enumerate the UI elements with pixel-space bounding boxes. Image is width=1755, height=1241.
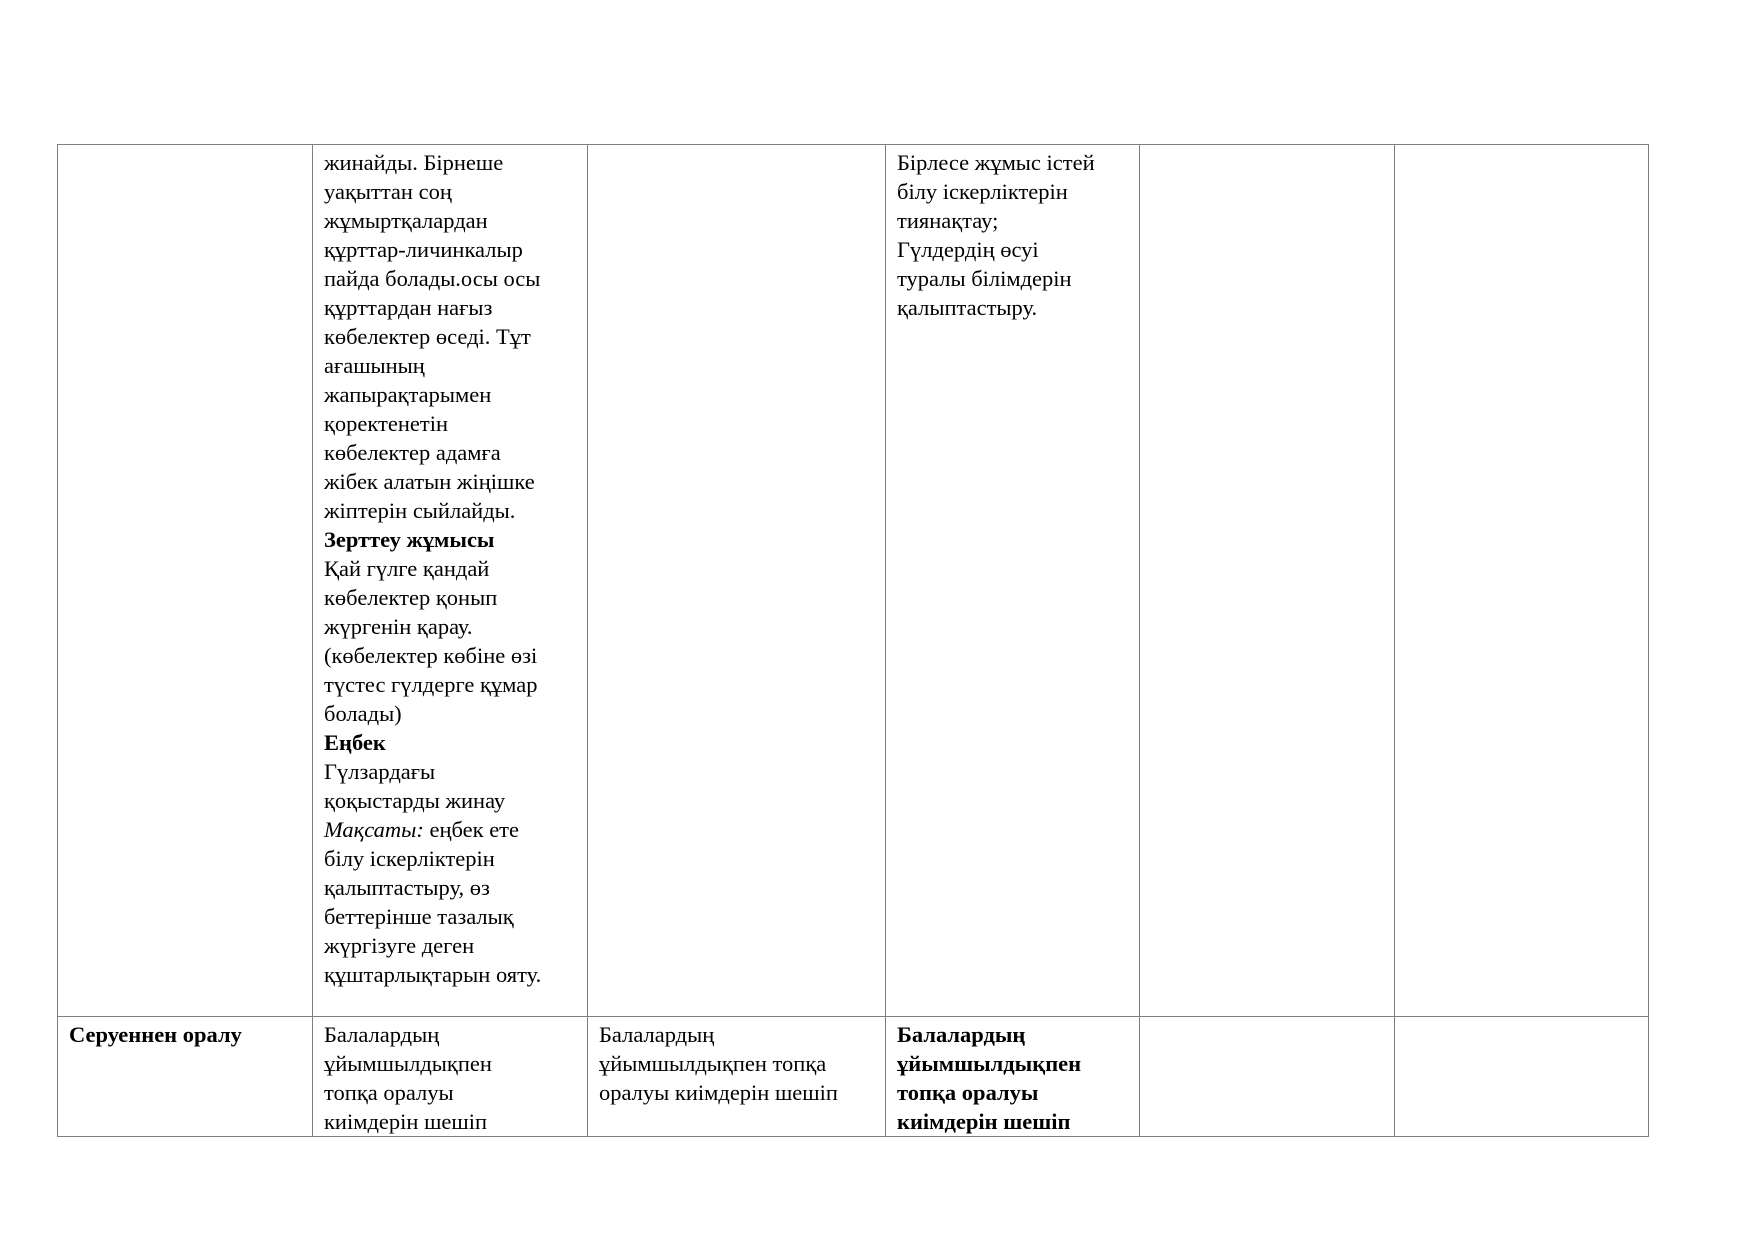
table-cell (886, 145, 1140, 1017)
text-line: пайда болады.осы осы (324, 266, 541, 291)
text-line: қалыптастыру. (897, 295, 1038, 320)
text-line: топқа оралуы (897, 1080, 1039, 1105)
text-line: білу іскерліктерін (897, 179, 1068, 204)
text-line: жіптерін сыйлайды. (324, 498, 516, 523)
text-line: оралуы киімдерін шешіп (599, 1080, 838, 1105)
text-line: Гүлзардағы (324, 759, 436, 784)
text-line: Қай гүлге қандай (324, 556, 490, 581)
table-cell (58, 145, 313, 1017)
text-line: Гүлдердің өсуі (897, 237, 1039, 262)
text-line: жұмыртқалардан (324, 208, 488, 233)
goal-label: Мақсаты: (324, 817, 424, 842)
text-line: құрттардан нағыз (324, 295, 493, 320)
table-cell (313, 145, 588, 1017)
text-line: көбелектер адамға (324, 440, 501, 465)
text-line: Балалардың (599, 1022, 715, 1047)
text-line: Балалардың (897, 1022, 1026, 1047)
text-line: жүргізуге деген (324, 933, 475, 958)
table-cell (1395, 145, 1649, 1017)
text-line: жапырақтарымен (324, 382, 492, 407)
table-row (58, 145, 1649, 1017)
table-cell (588, 1017, 886, 1137)
text-line: беттерінше тазалық (324, 904, 514, 929)
labor-heading: Еңбек (324, 730, 386, 755)
text-line: ұйымшылдықпен (324, 1051, 492, 1076)
text-line: түстес гүлдерге құмар (324, 672, 538, 697)
text-line: қоректенетін (324, 411, 449, 436)
text-line: тиянақтау; (897, 208, 999, 233)
text-line: киімдерін шешіп (324, 1109, 487, 1134)
text-line: білу іскерліктерін (324, 846, 495, 871)
table-cell (1140, 1017, 1395, 1137)
table-cell (1140, 145, 1395, 1017)
text-line: жібек алатын жіңішке (324, 469, 535, 494)
text-line: ағашының (324, 353, 425, 378)
row-label: Серуеннен оралу (69, 1022, 242, 1047)
text-line: болады) (324, 701, 402, 726)
table-cell (1395, 1017, 1649, 1137)
text-line: киімдерін шешіп (897, 1109, 1071, 1134)
table-cell (313, 1017, 588, 1137)
table-cell (58, 1017, 313, 1137)
text-line: (көбелектер көбіне өзі (324, 643, 538, 668)
text-line: Бірлесе жұмыс істей (897, 150, 1095, 175)
research-heading: Зерттеу жұмысы (324, 527, 495, 552)
goal-line (324, 815, 576, 844)
text-line: жинайды. Бірнеше (324, 150, 504, 175)
table-row (58, 1017, 1649, 1137)
text-line: көбелектер қонып (324, 585, 498, 610)
text-line: уақыттан соң (324, 179, 452, 204)
text-line: туралы білімдерін (897, 266, 1072, 291)
table-cell (886, 1017, 1140, 1137)
text-line: топқа оралуы (324, 1080, 454, 1105)
text-line: ұйымшылдықпен топқа (599, 1051, 827, 1076)
text-line: ұйымшылдықпен (897, 1051, 1082, 1076)
goal-text: еңбек ете (423, 817, 519, 842)
text-line: қоқыстарды жинау (324, 788, 506, 813)
text-line: жүргенін қарау. (324, 614, 473, 639)
text-line: құрттар-личинкалыр (324, 237, 523, 262)
text-line: құштарлықтарын ояту. (324, 962, 542, 987)
text-line: Балалардың (324, 1022, 440, 1047)
text-line: қалыптастыру, өз (324, 875, 490, 900)
table-cell (588, 145, 886, 1017)
schedule-table (57, 144, 1649, 1137)
text-line: көбелектер өседі. Тұт (324, 324, 531, 349)
